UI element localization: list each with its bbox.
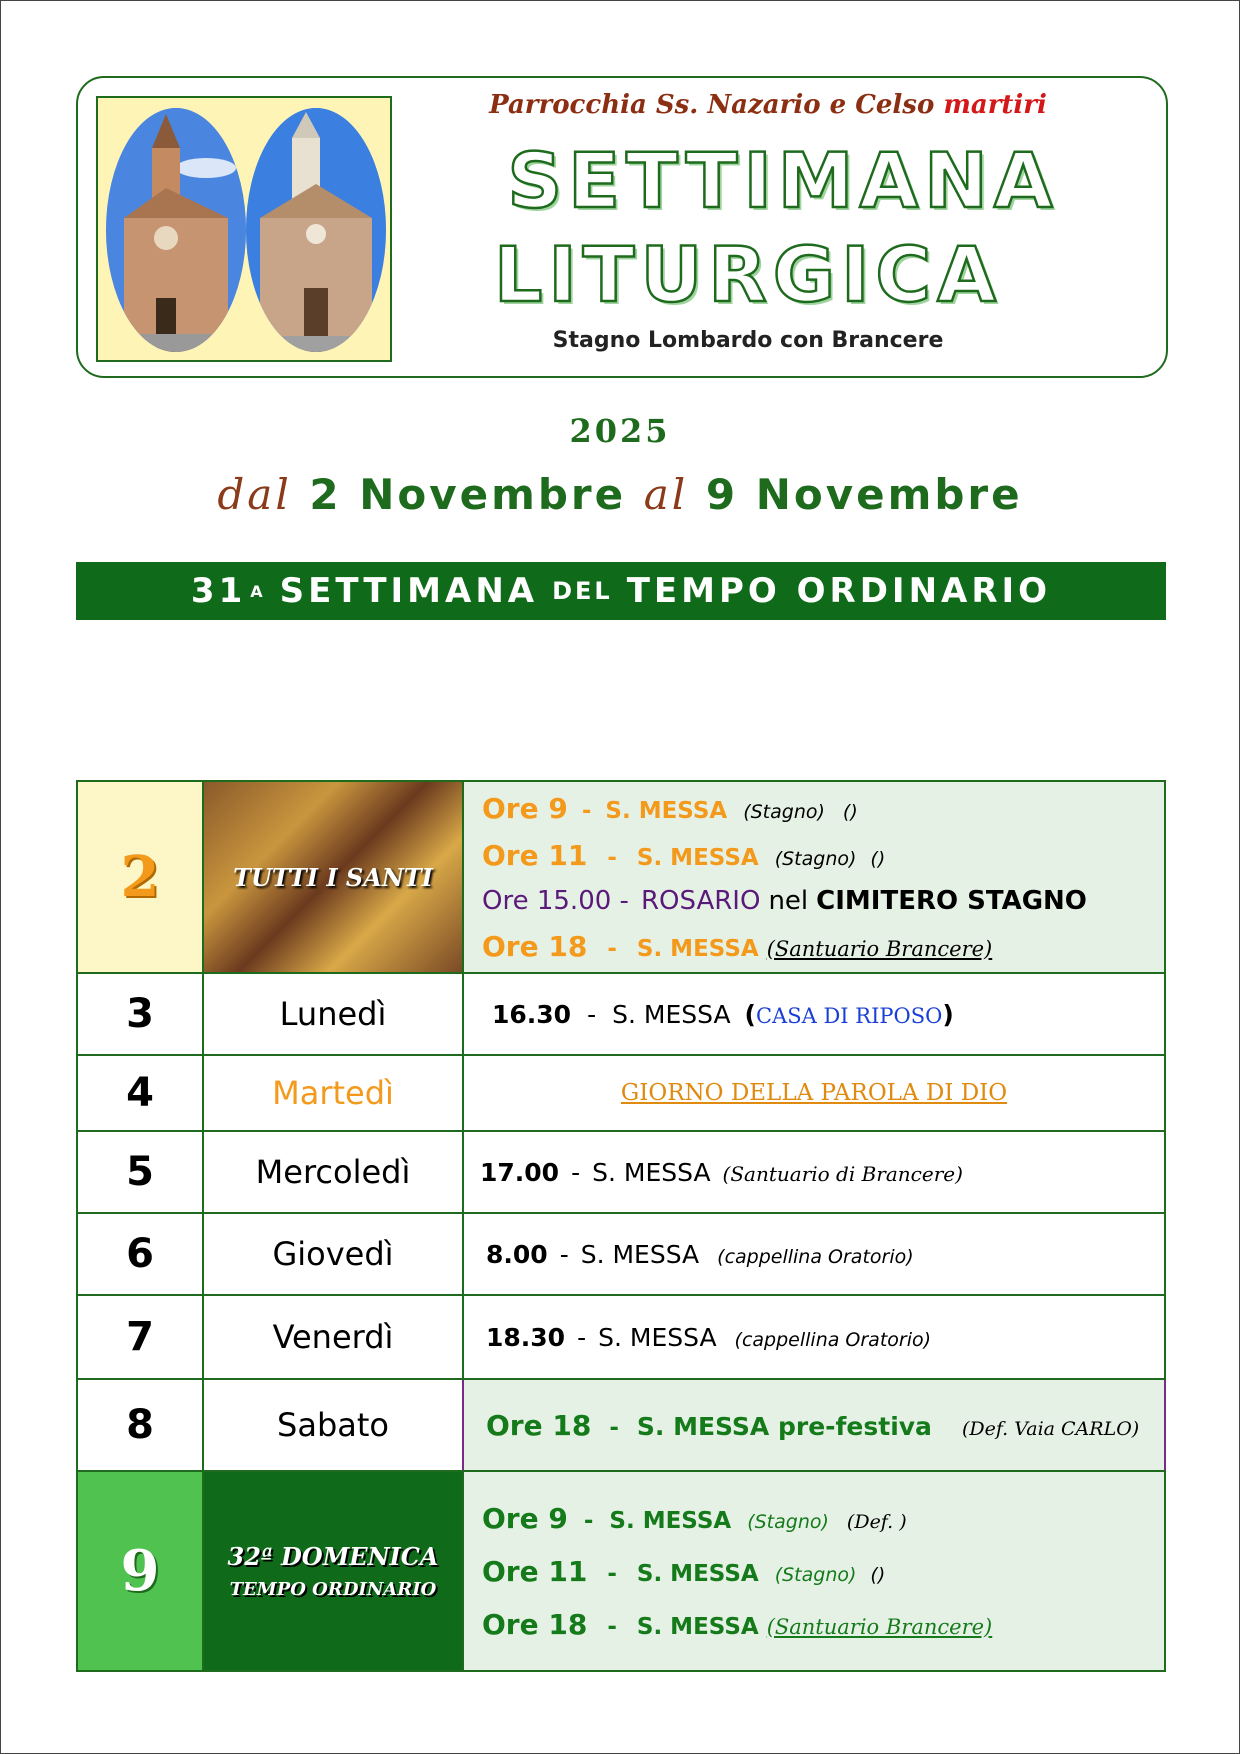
day-number: 2: [120, 844, 160, 910]
banner-superscript: A: [250, 581, 266, 601]
year: 2025: [569, 412, 671, 450]
day-name: Giovedì: [272, 1235, 394, 1273]
range-al: al: [643, 470, 689, 519]
table-row: [77, 1471, 1165, 1671]
service-line: Ore 9 - S. MESSA (Stagno) (Def. ): [482, 1501, 907, 1535]
table-row: [77, 1055, 1165, 1131]
banner-settimana: SETTIMANA: [279, 571, 539, 611]
day-name: Mercoledì: [255, 1153, 411, 1191]
table-row: [77, 781, 1165, 973]
day-number: 5: [126, 1149, 154, 1195]
services-cell: 8.00 - S. MESSA (cappellina Oratorio): [463, 1213, 1165, 1295]
week-banner: [76, 562, 1166, 620]
range-end: 9 Novembre: [705, 470, 1023, 519]
day-number: 8: [126, 1402, 154, 1448]
day-cell: [77, 781, 203, 973]
day-number: 3: [126, 991, 154, 1037]
table-row: [77, 1213, 1165, 1295]
table-row: [77, 1379, 1165, 1471]
all-saints-image: [203, 781, 463, 973]
services-cell: 17.00 - S. MESSA (Santuario di Brancere): [463, 1131, 1165, 1213]
parish-name: [378, 90, 1158, 120]
day-number: 6: [126, 1231, 154, 1277]
header-subtitle: Stagno Lombardo con Brancere: [552, 328, 944, 353]
title-settimana: SETTIMANA: [507, 136, 1059, 225]
table-row: [77, 973, 1165, 1055]
range-dal: dal: [217, 470, 292, 519]
schedule-table: [76, 780, 1166, 1672]
service-line: Ore 11 - S. MESSA (Stagno) (): [482, 1554, 886, 1588]
sunday-label-line1: 32ª DOMENICA: [227, 1542, 439, 1571]
day-cell: [77, 1471, 203, 1671]
all-saints-label: TUTTI I SANTI: [233, 862, 433, 892]
banner-week-number: 31: [190, 571, 247, 611]
church-photos: [96, 96, 392, 362]
service-line: Ore 11 - S. MESSA (Stagno) (): [482, 838, 886, 872]
service-line: Ore 18 - S. MESSA (Santuario Brancere): [482, 929, 993, 963]
day-name: Lunedì: [279, 995, 387, 1033]
parish-name-martiri: martiri: [943, 90, 1047, 120]
banner-tempo-ordinario: TEMPO ORDINARIO: [626, 571, 1052, 611]
day-name: Sabato: [277, 1406, 389, 1444]
day-name: Martedì: [272, 1074, 394, 1112]
date-range: [0, 470, 1240, 519]
banner-del: DEL: [552, 577, 613, 605]
table-row: [77, 1295, 1165, 1379]
day-name: Venerdì: [272, 1318, 394, 1356]
services-cell: Ore 18 - S. MESSA pre-festiva (Def. Vaia CARLO): [463, 1379, 1165, 1471]
services-cell: [463, 1055, 1165, 1131]
sunday-label-line2: TEMPO ORDINARIO: [229, 1579, 437, 1600]
header-box: [76, 76, 1168, 378]
event-label: GIORNO DELLA PAROLA DI DIO: [620, 1080, 1008, 1106]
services-cell: [463, 781, 1165, 973]
table-row: [77, 1131, 1165, 1213]
church-photo-santuario: [106, 108, 246, 352]
service-line: Ore 9 - S. MESSA (Stagno) (): [482, 791, 858, 825]
parish-name-text: Parrocchia Ss. Nazario e Celso: [489, 90, 935, 120]
day-number: 7: [126, 1314, 154, 1360]
day-number: 4: [126, 1070, 154, 1116]
range-start: 2 Novembre: [309, 470, 627, 519]
service-line: Ore 18 - S. MESSA (Santuario Brancere): [482, 1607, 993, 1641]
title-liturgica: LITURGICA: [493, 230, 1003, 319]
services-cell: [463, 1471, 1165, 1671]
day-number: 9: [120, 1538, 160, 1604]
church-photo-stagno: [246, 108, 386, 352]
service-line: Ore 15.00 - ROSARIO nel CIMITERO STAGNO: [482, 885, 1087, 916]
services-cell: 16.30 - S. MESSA ( CASA DI RIPOSO ): [463, 973, 1165, 1055]
sunday-label: [203, 1471, 463, 1671]
services-cell: 18.30 - S. MESSA (cappellina Oratorio): [463, 1295, 1165, 1379]
